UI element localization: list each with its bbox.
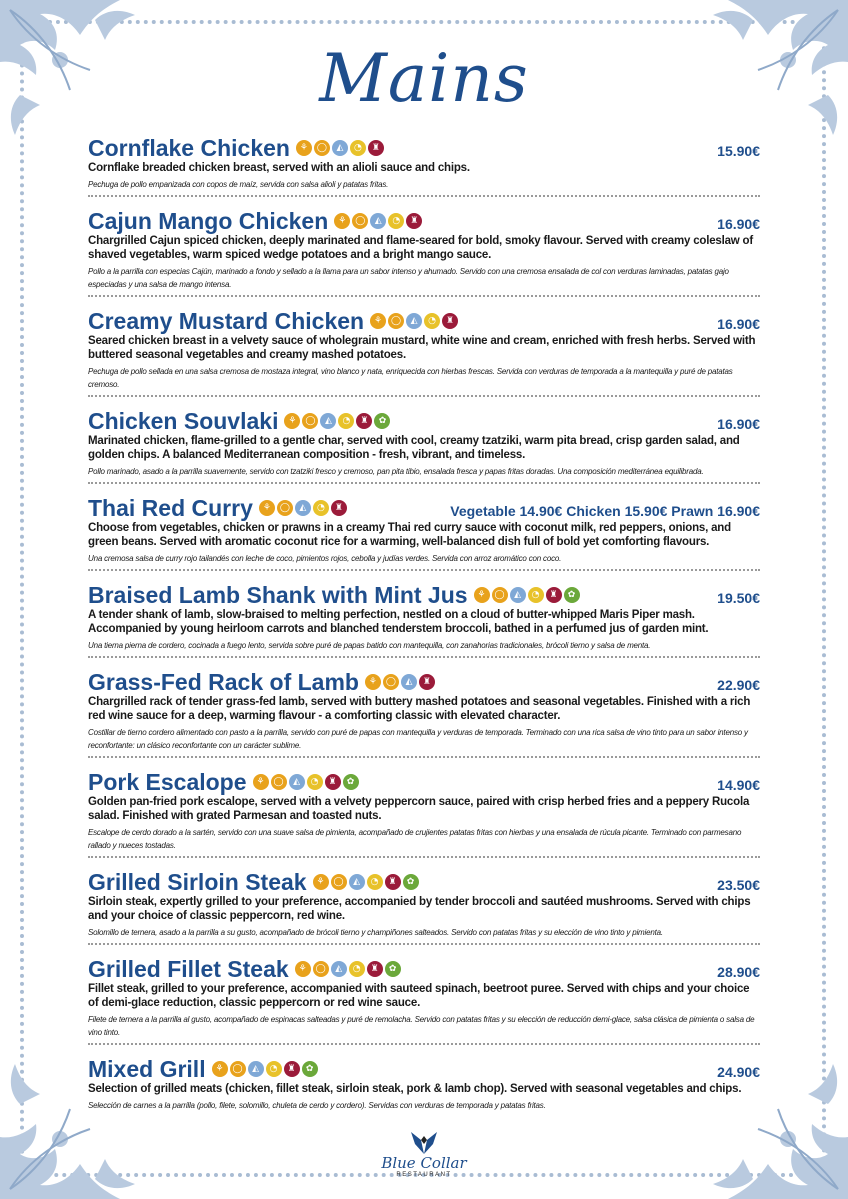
milk-icon: ◭ [332,140,348,156]
egg-icon: ◯ [277,500,293,516]
dish-name: Chicken Souvlaki [88,408,279,434]
egg-icon: ◯ [352,213,368,229]
dish-price: 28.90€ [717,964,760,980]
milk-icon: ◭ [295,500,311,516]
menu-item-header [88,580,760,608]
sulphites-icon: ♜ [325,774,341,790]
dish-description: Marinated chicken, flame-grilled to a gentle char, served with cool, creamy tzatziki, warm pita bread, crisp garden salad, and golden chips. A balanced Mediterranean composition - fresh, vibrant, and timeless. [88,435,740,461]
sulphites-icon: ♜ [368,140,384,156]
mustard-icon: ◔ [349,961,365,977]
gluten-icon: ⚘ [212,1061,228,1077]
dish-description-spanish: Pollo a la parrilla con especias Cajún, marinado a fondo y sellado a la llama para un sabor intenso y ahumado. Servido con una cremosa ensalada de col con verduras laminadas, patatas gajo especiadas y una salsa de mango intensa. [88,267,729,289]
allergen-icons [284,413,390,429]
dish-price: 23.50€ [717,877,760,893]
egg-icon: ◯ [314,140,330,156]
gluten-icon: ⚘ [259,500,275,516]
dish-name: Braised Lamb Shank with Mint Jus [88,582,468,608]
dish-name: Thai Red Curry [88,495,253,521]
celery-icon: ✿ [403,874,419,890]
menu-item [88,667,760,758]
menu-item [88,206,760,297]
sulphites-icon: ♜ [546,587,562,603]
menu-item-header [88,406,760,434]
allergen-icons [295,961,401,977]
menu-item-header [88,306,760,334]
dish-description: A tender shank of lamb, slow-braised to melting perfection, nestled on a cloud of butter-whipped Maris Piper mash. Accompanied by young heirloom carrots and blanched tenderstem broccoli, bathed in a perfumed jus of garden mint. [88,609,709,635]
allergen-icons [296,140,384,156]
dish-description: Sirloin steak, expertly grilled to your preference, accompanied by tender broccoli and sautéed mushrooms. Served with chips and your choice of classic peppercorn, red wine. [88,896,751,922]
dish-price: 16.90€ [717,416,760,432]
gluten-icon: ⚘ [370,313,386,329]
egg-icon: ◯ [271,774,287,790]
milk-icon: ◭ [331,961,347,977]
dish-description: Seared chicken breast in a velvety sauce of wholegrain mustard, white wine and cream, enriched with fresh herbs. Served with buttered seasonal vegetables and creamy mashed potatoes. [88,335,756,361]
gluten-icon: ⚘ [474,587,490,603]
gluten-icon: ⚘ [253,774,269,790]
dish-name: Cornflake Chicken [88,135,290,161]
page-title: Mains [319,40,529,117]
allergen-icons [212,1061,318,1077]
gluten-icon: ⚘ [295,961,311,977]
menu-item-header [88,954,760,982]
gluten-icon: ⚘ [334,213,350,229]
sulphites-icon: ♜ [442,313,458,329]
dish-description: Cornflake breaded chicken breast, served with an alioli sauce and chips. [88,162,470,174]
egg-icon: ◯ [492,587,508,603]
menu-item [88,767,760,858]
mustard-icon: ◔ [313,500,329,516]
allergen-icons [313,874,419,890]
mustard-icon: ◔ [350,140,366,156]
milk-icon: ◭ [248,1061,264,1077]
celery-icon: ✿ [374,413,390,429]
egg-icon: ◯ [388,313,404,329]
dish-description-spanish: Una cremosa salsa de curry rojo tailandés con leche de coco, pimientos rojos, cebolla y judías verdes. Servida con arroz aromático con coco. [88,554,562,563]
milk-icon: ◭ [406,313,422,329]
milk-icon: ◭ [320,413,336,429]
dish-name: Cajun Mango Chicken [88,208,329,234]
menu-item [88,580,760,658]
dish-price: 15.90€ [717,143,760,159]
sulphites-icon: ♜ [385,874,401,890]
egg-icon: ◯ [383,674,399,690]
dish-name: Grilled Fillet Steak [88,956,289,982]
menu-item-header [88,867,760,895]
menu-item-header [88,1054,760,1082]
dish-description-spanish: Escalope de cerdo dorado a la sartén, servido con una suave salsa de pimienta, acompañado de crujientes patatas fritas con hierbas y una ensalada de rúcula picante. Terminado con parmesano rallado y nueces tostadas. [88,828,742,850]
dish-price: Vegetable 14.90€ Chicken 15.90€ Prawn 16.90€ [450,503,760,519]
dish-description-spanish: Pechuga de pollo empanizada con copos de maíz, servida con salsa alioli y patatas fritas. [88,180,389,189]
menu-item-header [88,133,760,161]
dish-price: 19.50€ [717,590,760,606]
mustard-icon: ◔ [338,413,354,429]
gluten-icon: ⚘ [284,413,300,429]
egg-icon: ◯ [302,413,318,429]
milk-icon: ◭ [349,874,365,890]
menu-item [88,306,760,397]
dish-description-spanish: Una tierna pierna de cordero, cocinada a fuego lento, servida sobre puré de papas batido con mantequilla, con zanahorias tradicionales, brócoli tierno y salsa de menta. [88,641,651,650]
celery-icon: ✿ [302,1061,318,1077]
allergen-icons [334,213,422,229]
mustard-icon: ◔ [388,213,404,229]
gluten-icon: ⚘ [296,140,312,156]
dish-description-spanish: Filete de ternera a la parrilla al gusto, acompañado de espinacas salteadas y puré de remolacha. Servido con patatas fritas y su elección de reducción demi-glace, salsa clásica de pimienta o salsa de vino tinto. [88,1015,755,1037]
sulphites-icon: ♜ [331,500,347,516]
dish-description: Selection of grilled meats (chicken, fillet steak, sirloin steak, pork & lamb chop). Served with seasonal vegetables and chips. [88,1083,742,1095]
menu-list [88,133,760,1125]
celery-icon: ✿ [343,774,359,790]
menu-item [88,867,760,945]
dish-description: Chargrilled rack of tender grass-fed lamb, served with buttery mashed potatoes and seasonal vegetables. Finished with a rich red wine sauce for a deep, warming flavour - a comforting classic with elevated character. [88,696,751,722]
gluten-icon: ⚘ [313,874,329,890]
sulphites-icon: ♜ [284,1061,300,1077]
dish-price: 16.90€ [717,216,760,232]
dish-price: 22.90€ [717,677,760,693]
sulphites-icon: ♜ [356,413,372,429]
allergen-icons [474,587,580,603]
menu-item-header [88,206,760,234]
menu-item [88,1054,760,1116]
dish-description-spanish: Pechuga de pollo sellada en una salsa cremosa de mostaza integral, vino blanco y nata, enriquecida con hierbas frescas. Servida con verduras de temporada a la mantequilla y puré de patatas cremoso. [88,367,733,389]
celery-icon: ✿ [564,587,580,603]
brand-name: Blue Collar [381,1154,467,1172]
dish-price: 16.90€ [717,316,760,332]
dish-description: Chargrilled Cajun spiced chicken, deeply marinated and flame-seared for bold, smoky flavour. Served with creamy coleslaw of shaved vegetables, warm spiced wedge potatoes and a bright mango sauce. [88,235,753,261]
milk-icon: ◭ [370,213,386,229]
dish-description: Fillet steak, grilled to your preference, accompanied with sauteed spinach, beetroot puree. Served with chips and your choice of demi-glace reduction, classic peppercorn or red wine sauce. [88,983,750,1009]
sulphites-icon: ♜ [419,674,435,690]
egg-icon: ◯ [331,874,347,890]
mustard-icon: ◔ [424,313,440,329]
milk-icon: ◭ [401,674,417,690]
allergen-icons [370,313,458,329]
menu-item [88,493,760,571]
menu-item-header [88,493,760,521]
dish-description-spanish: Solomillo de ternera, asado a la parrilla a su gusto, acompañado de brócoli tierno y champiñones salteados. Servido con patatas fritas y su elección de vino tinto y pimienta. [88,928,663,937]
dish-price: 24.90€ [717,1064,760,1080]
gluten-icon: ⚘ [365,674,381,690]
mustard-icon: ◔ [266,1061,282,1077]
milk-icon: ◭ [289,774,305,790]
menu-item [88,406,760,484]
menu-item-header [88,667,760,695]
brand-subtitle: RESTAURANT [396,1172,452,1178]
mustard-icon: ◔ [367,874,383,890]
egg-icon: ◯ [313,961,329,977]
dish-description-spanish: Costillar de tierno cordero alimentado con pasto a la parrilla, servido con puré de papas con mantequilla y verduras de temporada. Terminado con una rica salsa de vino tinto para un sabor intenso y reconfortante: un clásico reconfortante con un carácter sublime. [88,728,748,750]
dish-description: Choose from vegetables, chicken or prawns in a creamy Thai red curry sauce with coconut milk, red peppers, onions, and green beans. Served with aromatic coconut rice for a warming, well-balanced dish full of bold yet comforting flavours. [88,522,731,548]
dish-description: Golden pan-fried pork escalope, served with a velvety peppercorn sauce, paired with crisp herbed fries and a peppery Rucola salad. Finished with grated Parmesan and toasted nuts. [88,796,750,822]
mustard-icon: ◔ [528,587,544,603]
allergen-icons [253,774,359,790]
dish-name: Pork Escalope [88,769,247,795]
egg-icon: ◯ [230,1061,246,1077]
menu-item [88,954,760,1045]
sulphites-icon: ♜ [367,961,383,977]
dish-name: Creamy Mustard Chicken [88,308,365,334]
restaurant-logo [0,1130,848,1178]
allergen-icons [365,674,435,690]
milk-icon: ◭ [510,587,526,603]
dish-description-spanish: Selección de carnes a la parrilla (pollo, filete, solomillo, chuleta de cerdo y cordero). Servidas con verduras de temporada y patatas fritas. [88,1101,546,1110]
menu-item [88,133,760,197]
dish-name: Mixed Grill [88,1056,206,1082]
allergen-icons [259,500,347,516]
celery-icon: ✿ [385,961,401,977]
dish-description-spanish: Pollo marinado, asado a la parrilla suavemente, servido con tzatziki fresco y cremoso, pan pita tibio, ensalada fresca y papas fritas doradas. Una composición mediterránea equilibrada. [88,467,704,476]
dish-name: Grass-Fed Rack of Lamb [88,669,359,695]
menu-item-header [88,767,760,795]
sulphites-icon: ♜ [406,213,422,229]
collar-logo-icon [407,1130,441,1156]
dish-price: 14.90€ [717,777,760,793]
dish-name: Grilled Sirloin Steak [88,869,307,895]
mustard-icon: ◔ [307,774,323,790]
